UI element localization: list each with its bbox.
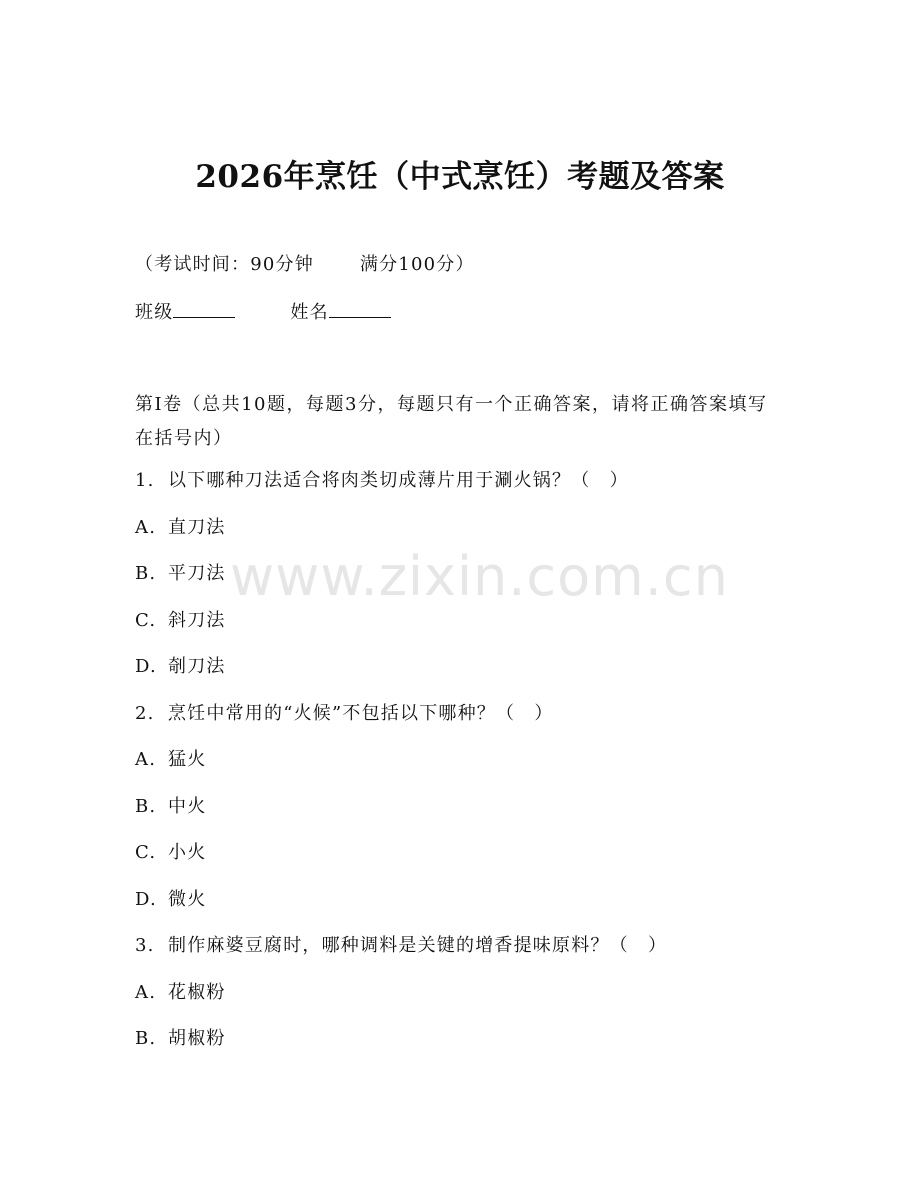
question-text: 制作麻婆豆腐时，哪种调料是关键的增香提味原料？（ ） — [168, 935, 668, 956]
name-blank[interactable] — [329, 297, 391, 318]
option-label: A. — [135, 982, 157, 1003]
class-label: 班级 — [135, 302, 174, 323]
option-1c[interactable] — [135, 606, 226, 636]
option-text: 斜刀法 — [168, 610, 226, 631]
option-text: 微火 — [168, 889, 207, 910]
option-text: 剞刀法 — [168, 656, 226, 677]
exam-time: （考试时间：90分钟 — [135, 254, 314, 275]
option-label: A. — [135, 517, 157, 538]
exam-score: 满分100分） — [359, 254, 475, 275]
option-2d[interactable] — [135, 885, 206, 915]
option-2c[interactable] — [135, 838, 206, 868]
watermark: www.zixin.com.cn — [230, 545, 729, 608]
option-label: D. — [135, 889, 157, 910]
question-text: 以下哪种刀法适合将肉类切成薄片用于涮火锅？（ ） — [168, 470, 629, 491]
option-2a[interactable] — [135, 745, 206, 775]
option-1a[interactable] — [135, 513, 226, 543]
option-label: A. — [135, 749, 157, 770]
option-2b[interactable] — [135, 792, 206, 822]
option-label: B. — [135, 796, 157, 817]
option-label: B. — [135, 1028, 157, 1049]
option-text: 中火 — [168, 796, 207, 817]
option-text: 猛火 — [168, 749, 207, 770]
option-3a[interactable] — [135, 978, 226, 1008]
option-1b[interactable] — [135, 559, 226, 589]
option-label: C. — [135, 610, 157, 631]
option-label: D. — [135, 656, 157, 677]
question-3 — [135, 931, 667, 961]
name-label: 姓名 — [290, 302, 329, 323]
question-2 — [135, 699, 554, 729]
option-text: 胡椒粉 — [168, 1028, 226, 1049]
option-label: C. — [135, 842, 157, 863]
document-title: 2026年烹饪（中式烹饪）考题及答案 — [195, 159, 725, 195]
option-text: 花椒粉 — [168, 982, 226, 1003]
option-text: 平刀法 — [168, 563, 226, 584]
option-3b[interactable] — [135, 1024, 226, 1054]
question-1 — [135, 466, 629, 496]
option-text: 小火 — [168, 842, 207, 863]
question-text: 烹饪中常用的“火候”不包括以下哪种？（ ） — [168, 703, 554, 724]
section-intro: 第I卷（总共10题，每题3分，每题只有一个正确答案，请将正确答案填写在括号内） — [135, 394, 768, 449]
exam-info — [135, 250, 475, 280]
option-label: B. — [135, 563, 157, 584]
option-text: 直刀法 — [168, 517, 226, 538]
question-number: 1. — [135, 470, 155, 491]
class-blank[interactable] — [173, 297, 235, 318]
option-1d[interactable] — [135, 652, 226, 682]
question-number: 2. — [135, 703, 155, 724]
student-fields — [135, 297, 391, 328]
question-number: 3. — [135, 935, 155, 956]
